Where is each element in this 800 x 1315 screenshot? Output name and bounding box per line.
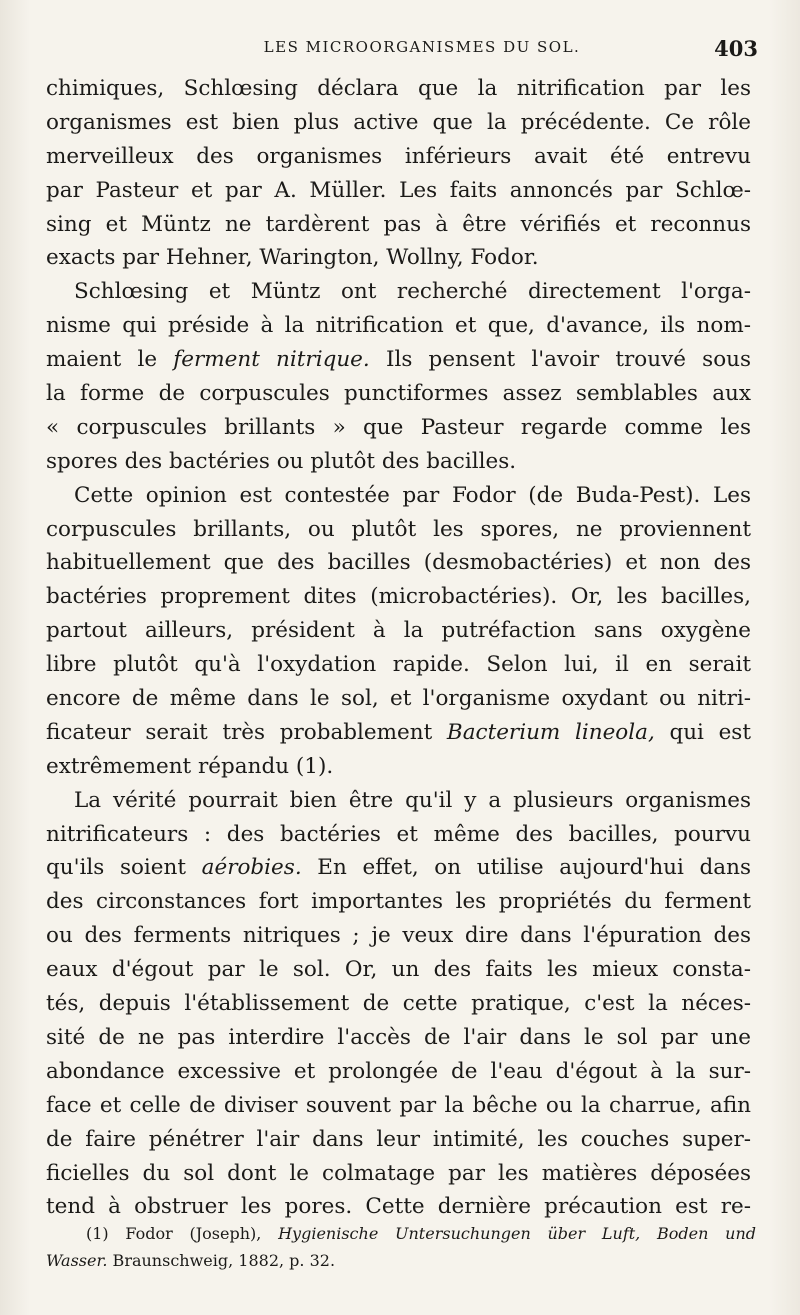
text-line: qu'ils soient aérobies. En effet, on utilise aujourd'hui dans [46,855,751,881]
text-line: face et celle de diviser souvent par la bêche ou la charrue, afin [46,1092,751,1118]
text-line: extrêmement répandu (1). [46,753,334,779]
text-line: abondance excessive et prolongée de l'eau d'égout à la sur- [46,1058,751,1084]
italic-text: Bacterium lineola, [446,719,655,745]
text-line: eaux d'égout par le sol. Or, un des faits les mieux consta- [46,957,751,983]
text-line: sité de ne pas interdire l'accès de l'air dans le sol par une [46,1024,751,1050]
footnote-line: (1) Fodor (Joseph), Hygienische Untersuchungen über Luft, Boden und [86,1224,756,1243]
paragraph [46,479,751,784]
text-line: Cette opinion est contestée par Fodor (de Buda-Pest). Les [74,482,751,508]
paragraph [46,784,751,1225]
italic-text: aérobies. [201,855,302,881]
page-number: 403 [714,36,758,61]
body-text [46,72,751,1224]
text-line: chimiques, Schlœsing déclara que la nitrification par les [46,76,751,101]
italic-text: Wasser. [46,1251,108,1270]
text-line: ficielles du sol dont le colmatage par les matières déposées [46,1160,751,1186]
text-line: tend à obstruer les pores. Cette dernière précaution est re- [46,1194,751,1220]
text-line: encore de même dans le sol, et l'organisme oxydant ou nitri- [46,686,751,712]
text-line: de faire pénétrer l'air dans leur intimité, les couches super- [46,1126,751,1152]
text-line: par Pasteur et par A. Müller. Les faits annoncés par Schlœ- [46,177,751,203]
text-line: La vérité pourrait bien être qu'il y a plusieurs organismes [74,787,751,813]
italic-text: ferment nitrique. [173,347,370,373]
page-header [46,36,758,64]
footnote-line: Wasser. Braunschweig, 1882, p. 32. [46,1251,336,1270]
text-line: spores des bactéries ou plutôt des bacilles. [46,448,517,474]
text-line: la forme de corpuscules punctiformes assez semblables aux [46,381,751,407]
footnote [46,1220,756,1274]
paragraph [46,275,751,478]
text-line: ou des ferments nitriques ; je veux dire dans l'épuration des [46,923,751,949]
text-line: Schlœsing et Müntz ont recherché directement l'orga- [74,279,751,305]
text-line: nisme qui préside à la nitrification et que, d'avance, ils nom- [46,313,751,339]
italic-text: Hygienische Untersuchungen über Luft, Boden und [278,1224,756,1243]
paragraph [46,72,751,275]
text-line: corpuscules brillants, ou plutôt les spores, ne proviennent [46,516,751,542]
text-line: des circonstances fort importantes les propriétés du ferment [46,889,751,915]
text-line: ficateur serait très probablement Bacterium lineola, qui est [46,719,751,745]
text-line: maient le ferment nitrique. Ils pensent l'avoir trouvé sous [46,347,751,373]
text-line: organismes est bien plus active que la précédente. Ce rôle [46,109,751,135]
text-line: merveilleux des organismes inférieurs avait été entrevu [46,143,751,169]
text-line: exacts par Hehner, Warington, Wollny, Fodor. [46,245,539,271]
text-line: habituellement que des bacilles (desmobactéries) et non des [46,550,751,576]
text-line: partout ailleurs, président à la putréfaction sans oxygène [46,618,751,644]
text-line: sing et Müntz ne tardèrent pas à être vérifiés et reconnus [46,211,751,237]
text-line: bactéries proprement dites (microbactéries). Or, les bacilles, [46,584,751,610]
text-line: nitrificateurs : des bactéries et même des bacilles, pourvu [46,821,751,847]
text-line: libre plutôt qu'à l'oxydation rapide. Selon lui, il en serait [46,652,751,678]
running-title: LES MICROORGANISMES DU SOL. [263,38,581,56]
text-line: tés, depuis l'établissement de cette pratique, c'est la néces- [46,991,751,1017]
text-line: « corpuscules brillants » que Pasteur regarde comme les [46,414,751,440]
